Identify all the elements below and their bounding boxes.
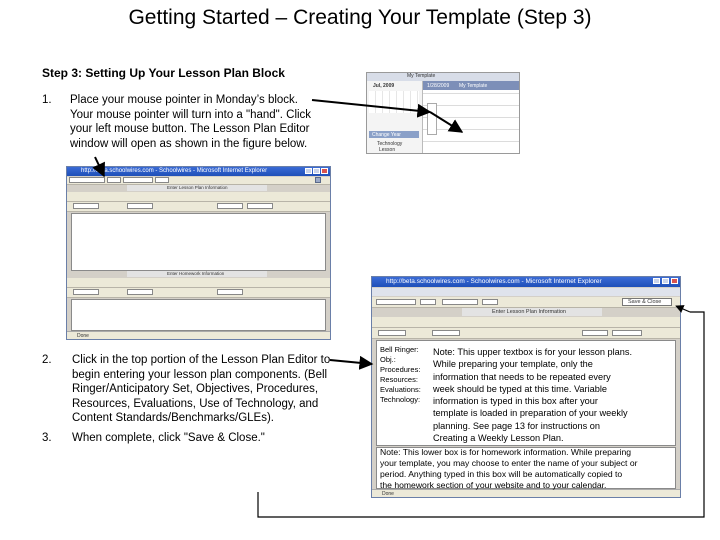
step-2-line: Click in the top portion of the Lesson Plan Editor to bbox=[72, 354, 331, 366]
arrow-to-save-close bbox=[676, 306, 690, 312]
editor-small-title: http://beta.schoolwires.com - Schoolwires - Microsoft Internet Explorer bbox=[81, 168, 268, 174]
page-title: Getting Started – Creating Your Template (Step 3) bbox=[128, 6, 592, 29]
note-upper-line: Note: This upper textbox is for your lesson plans. bbox=[433, 347, 632, 357]
step-1-line: Place your mouse pointer in Monday’s block. bbox=[70, 94, 298, 106]
step-2-line: Ringer/Anticipatory Set, Objectives, Procedures, bbox=[72, 383, 319, 395]
note-upper-line: Creating a Weekly Lesson Plan. bbox=[433, 433, 564, 444]
editor-small-bottom-label: Enter Homework Information bbox=[167, 271, 225, 276]
change-year-label: Change Year bbox=[372, 132, 401, 138]
step-1-number: 1. bbox=[42, 94, 52, 106]
note-upper-line: week should be typed at this time. Variable bbox=[433, 383, 607, 394]
tree-item-technology[interactable]: Technology bbox=[377, 141, 403, 147]
tab-my-template[interactable]: My Template bbox=[459, 83, 488, 89]
note-lower-line: your template, you may choose to enter the name of your subject or bbox=[380, 458, 638, 468]
note-upper-line: While preparing your template, only the bbox=[433, 359, 593, 370]
note-upper-line: information is typed in this box after your bbox=[433, 396, 598, 407]
step-2-line: begin entering your lesson plan components. (Bell bbox=[72, 368, 328, 381]
step-1-line: Your mouse pointer will turn into a "hand". Click bbox=[70, 108, 312, 121]
tab-date[interactable]: 1/28/2009 bbox=[427, 83, 450, 89]
label-bell-ringer: Bell Ringer: bbox=[380, 345, 419, 354]
note-upper-line: planning. See page 13 for instructions on bbox=[433, 420, 601, 431]
label-procedures: Procedures: bbox=[380, 365, 421, 374]
editor-large-top-label: Enter Lesson Plan Information bbox=[492, 309, 566, 315]
calendar-top-label: My Template bbox=[407, 73, 436, 79]
step-1-line: your left mouse button. The Lesson Plan Editor bbox=[70, 123, 310, 135]
step-2-line: Resources, Evaluations, Use of Technology, and bbox=[72, 397, 319, 410]
editor-small-top-label: Enter Lesson Plan Information bbox=[167, 185, 228, 190]
arrow-to-editor bbox=[95, 157, 104, 176]
step-1-line: window will open as shown in the figure below. bbox=[70, 137, 308, 150]
bracket-save-close bbox=[258, 312, 704, 517]
tree-item-lesson[interactable]: Lesson bbox=[379, 147, 396, 153]
step-3-text: When complete, click "Save & Close." bbox=[72, 432, 265, 444]
arrow-to-monday-block bbox=[312, 100, 430, 112]
note-lower-line: period. Anything typed in this box will be automatically copied to bbox=[380, 469, 623, 479]
note-upper-line: template is loaded in preparation of your weekly bbox=[433, 408, 628, 419]
status-text: Done bbox=[382, 491, 394, 497]
arrow-curve-line bbox=[430, 112, 462, 132]
save-close-label: Save & Close bbox=[628, 299, 662, 305]
note-lower-line: Note: This lower box is for homework information. While preparing bbox=[380, 447, 632, 457]
step-2-line: Content Standards/Benchmarks/GLEs). bbox=[72, 412, 274, 424]
note-lower-line: the homework section of your website and to your calendar. bbox=[380, 480, 607, 490]
calendar-month: Jul, 2009 bbox=[373, 83, 395, 89]
editor-large-title: http://beta.schoolwires.com - Schoolwires.com - Microsoft Internet Explorer bbox=[386, 278, 602, 285]
label-technology: Technology: bbox=[380, 395, 421, 404]
label-resources: Resources: bbox=[380, 375, 418, 384]
note-upper-line: information that needs to be repeated every bbox=[433, 371, 611, 382]
status-text: Done bbox=[77, 333, 89, 339]
step-2-number: 2. bbox=[42, 354, 52, 366]
step-3-number: 3. bbox=[42, 432, 52, 444]
arrow-to-textbox bbox=[330, 360, 372, 364]
label-objectives: Obj.: bbox=[380, 355, 396, 364]
section-subtitle: Step 3: Setting Up Your Lesson Plan Block bbox=[42, 66, 285, 80]
label-evaluations: Evaluations: bbox=[380, 385, 421, 394]
